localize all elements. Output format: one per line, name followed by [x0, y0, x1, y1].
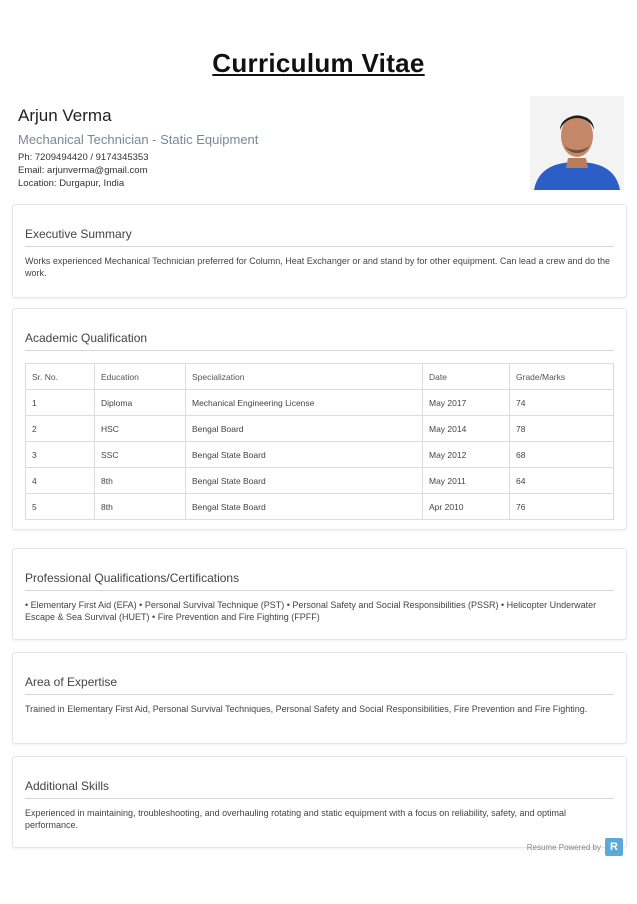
table-cell: Apr 2010 [423, 494, 510, 520]
footer-credit [527, 838, 623, 856]
table-cell: SSC [95, 442, 186, 468]
academic-table [25, 363, 614, 520]
contact-phone: Ph: 7209494420 / 9174345353 [18, 152, 149, 163]
section-heading: Area of Expertise [25, 675, 614, 695]
candidate-name: Arjun Verma [18, 106, 112, 125]
table-cell: Bengal Board [186, 416, 423, 442]
table-row [26, 494, 614, 520]
column-header: Date [423, 364, 510, 390]
section-heading: Additional Skills [25, 779, 614, 799]
table-cell: 8th [95, 494, 186, 520]
table-cell: 64 [510, 468, 614, 494]
brand-logo-icon[interactable]: R [605, 838, 623, 856]
summary-text: Works experienced Mechanical Technician preferred for Column, Heat Exchanger or and stand by for other equipment. Can lead a crew and do the work. [25, 256, 610, 278]
section-heading: Academic Qualification [25, 331, 614, 351]
table-row [26, 390, 614, 416]
candidate-role: Mechanical Technician - Static Equipment [18, 132, 259, 147]
page-title: Curriculum Vitae [212, 48, 425, 78]
table-cell: 74 [510, 390, 614, 416]
table-cell: Diploma [95, 390, 186, 416]
table-cell: 78 [510, 416, 614, 442]
table-row [26, 442, 614, 468]
table-cell: 4 [26, 468, 95, 494]
section-heading: Professional Qualifications/Certifications [25, 571, 614, 591]
executive-summary-section [12, 204, 627, 298]
table-cell: 3 [26, 442, 95, 468]
table-cell: Mechanical Engineering License [186, 390, 423, 416]
contact-email: Email: arjunverma@gmail.com [18, 165, 148, 176]
table-cell: May 2011 [423, 468, 510, 494]
table-cell: 2 [26, 416, 95, 442]
table-cell: 1 [26, 390, 95, 416]
profile-photo [530, 96, 624, 190]
table-cell: HSC [95, 416, 186, 442]
table-cell: May 2014 [423, 416, 510, 442]
column-header: Sr. No. [26, 364, 95, 390]
table-header-row [26, 364, 614, 390]
table-row [26, 468, 614, 494]
additional-skills-section [12, 756, 627, 848]
academic-qualification-section [12, 308, 627, 530]
table-cell: Bengal State Board [186, 468, 423, 494]
table-cell: 76 [510, 494, 614, 520]
table-cell: 5 [26, 494, 95, 520]
table-cell: Bengal State Board [186, 442, 423, 468]
table-cell: Bengal State Board [186, 494, 423, 520]
professional-text: • Elementary First Aid (EFA) • Personal Survival Technique (PST) • Personal Safety and Social Responsibilities (PSSR) • Helicopter Underwater Escape & Sea Survival (HUET) • Fire Prevention and Fire Fighting (FPFF) [25, 600, 597, 622]
section-heading: Executive Summary [25, 227, 614, 247]
table-cell: May 2012 [423, 442, 510, 468]
table-row [26, 416, 614, 442]
column-header: Education [95, 364, 186, 390]
skills-text: Experienced in maintaining, troubleshooting, and overhauling rotating and static equipment with a focus on reliability, safety, and optimal performance. [25, 808, 566, 830]
area-of-expertise-section [12, 652, 627, 744]
profile-header [18, 106, 518, 190]
footer-text: Resume Powered by [526, 842, 601, 852]
column-header: Grade/Marks [510, 364, 614, 390]
table-cell: May 2017 [423, 390, 510, 416]
professional-qualifications-section [12, 548, 627, 640]
contact-location: Location: Durgapur, India [18, 178, 125, 189]
table-cell: 68 [510, 442, 614, 468]
column-header: Specialization [186, 364, 423, 390]
table-cell: 8th [95, 468, 186, 494]
expertise-text: Trained in Elementary First Aid, Personal Survival Techniques, Personal Safety and Social Responsibilities, Fire Prevention and Fire Fighting. [25, 704, 588, 714]
